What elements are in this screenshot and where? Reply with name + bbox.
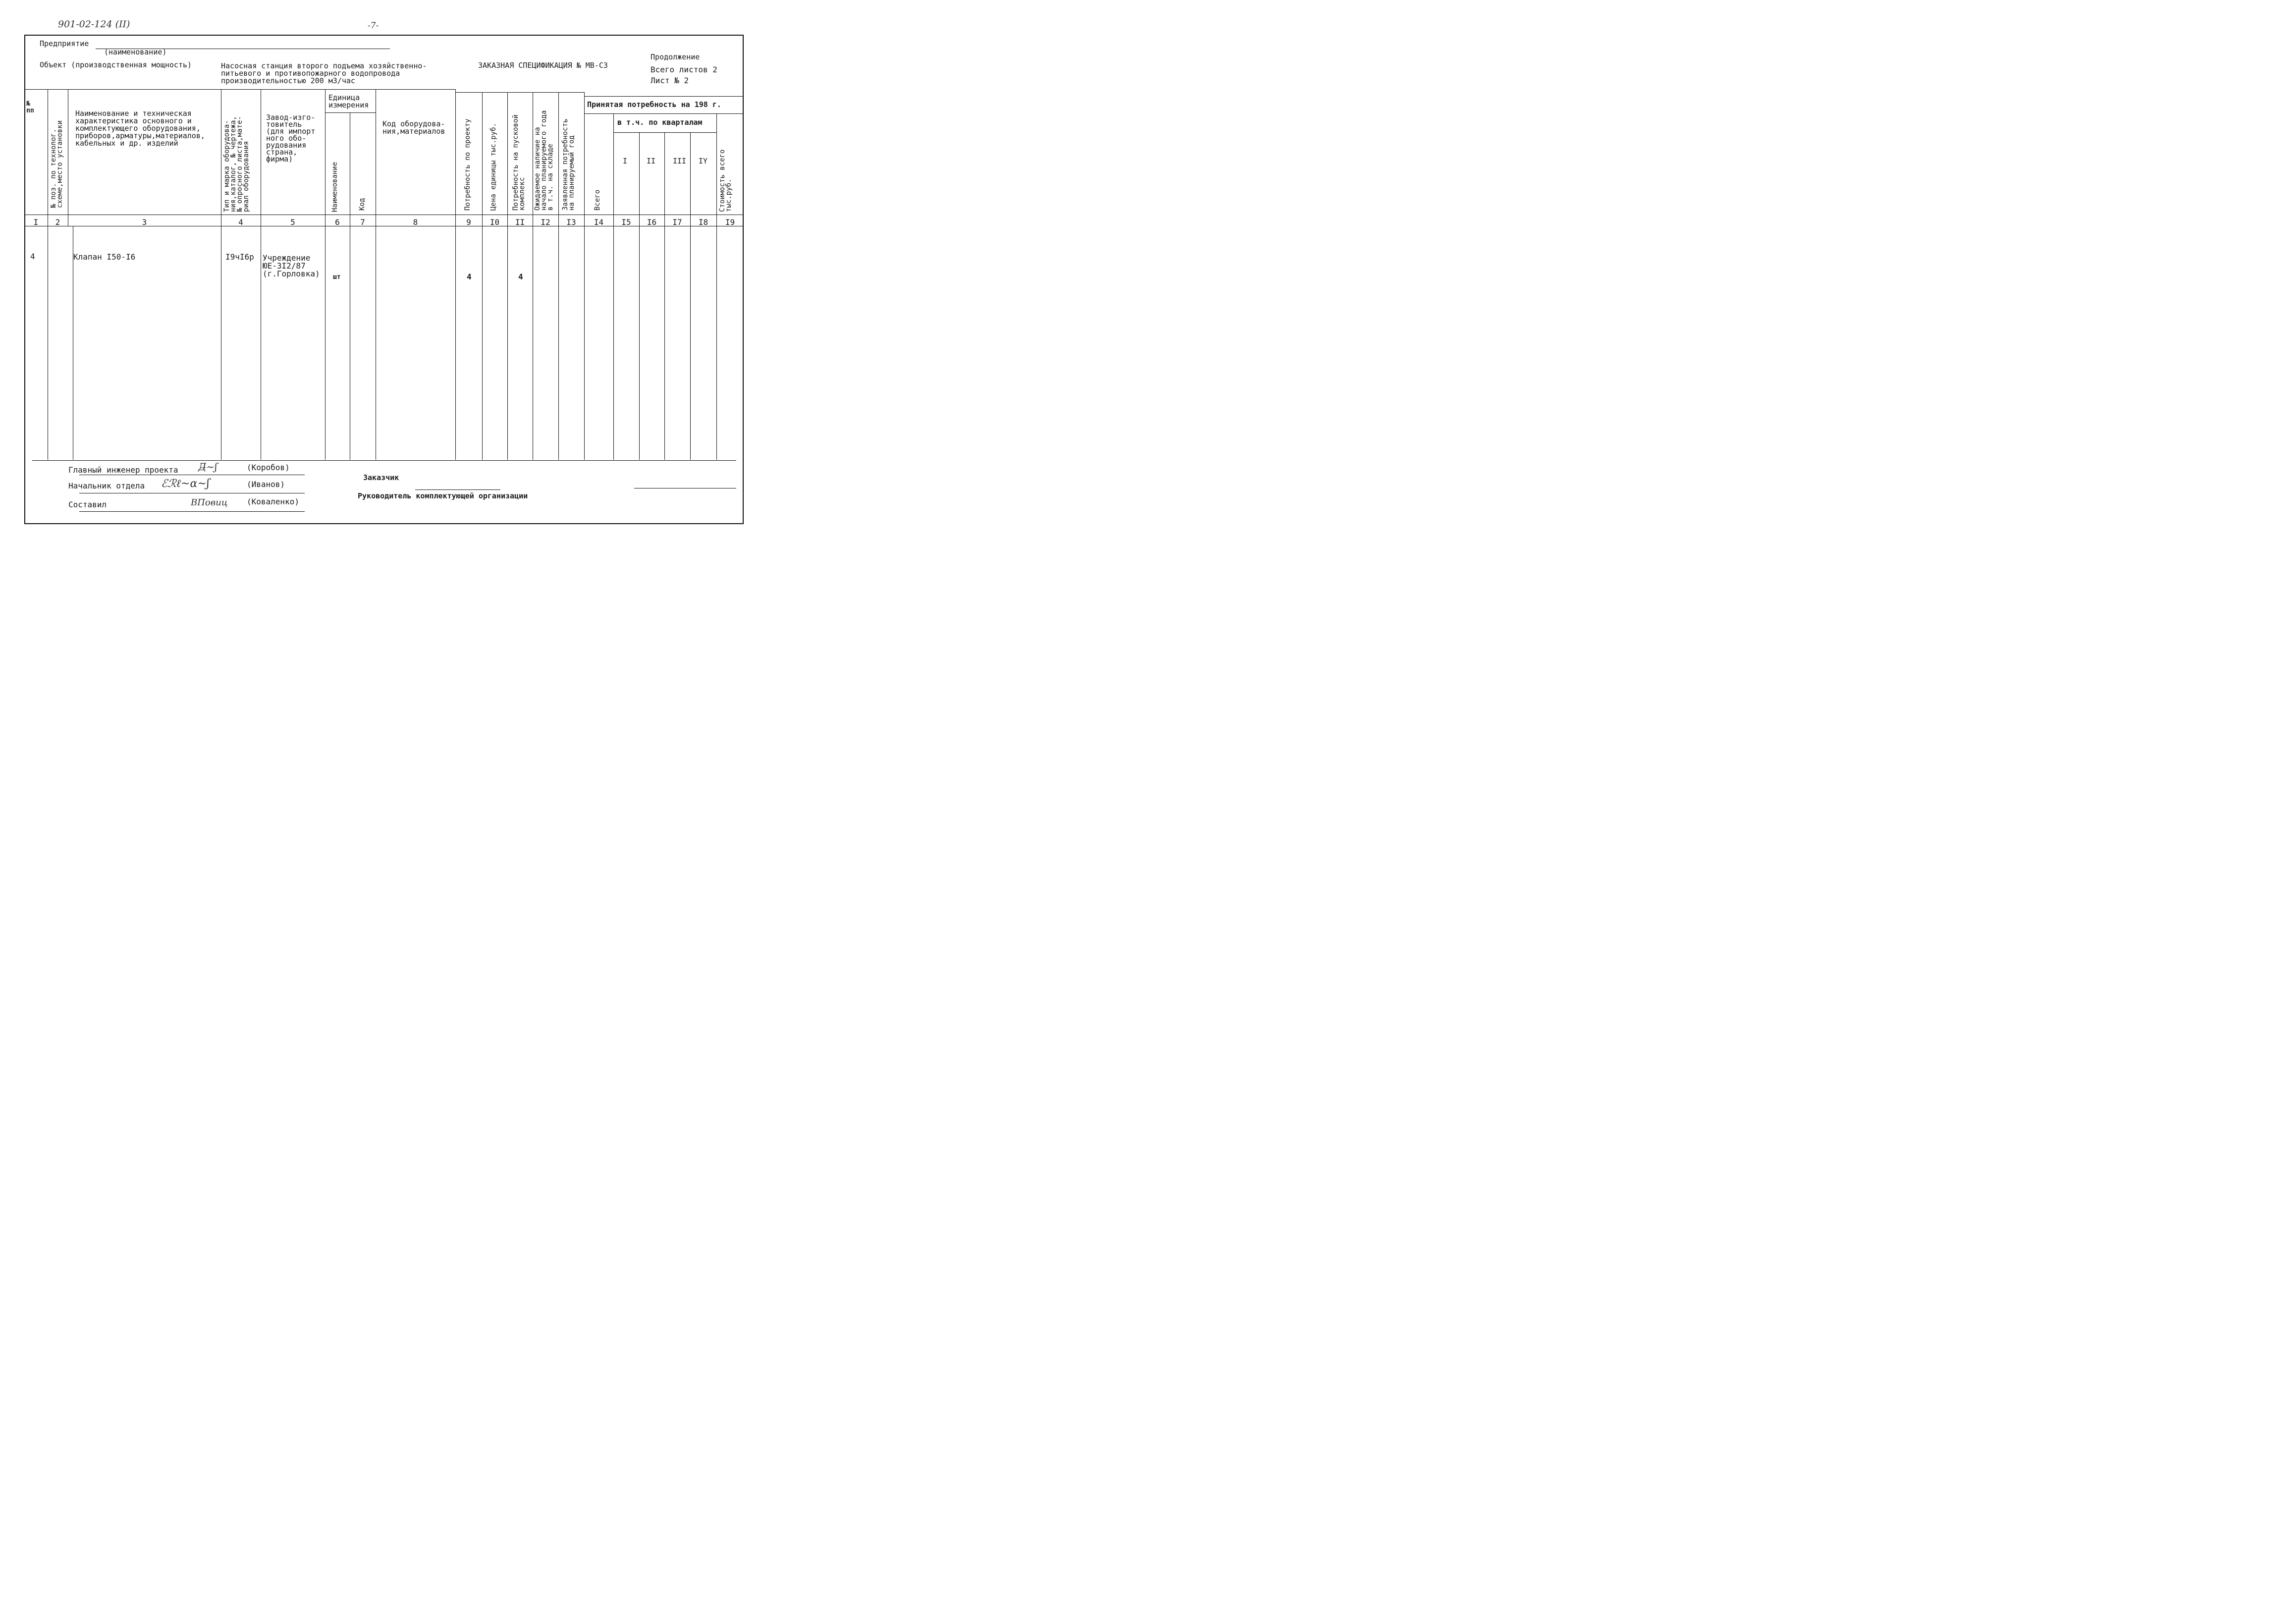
col-number: 8	[413, 217, 418, 227]
header-quarters-group: в т.ч. по кварталам	[617, 118, 703, 127]
row-item-name: Клапан I50-I6	[73, 252, 136, 262]
dept-head-name: (Иванов)	[247, 480, 285, 489]
header-accepted-group: Принятая потребность на 198 г.	[587, 100, 721, 109]
header-unit-price: Цена единицы тыс.руб.	[489, 122, 497, 211]
col-number: 6	[335, 217, 340, 227]
header-q1: I	[623, 157, 628, 165]
chief-engineer-label: Главный инженер проекта	[68, 465, 178, 475]
header-need-project: Потребность по проекту	[464, 118, 472, 211]
col-number: I9	[725, 217, 735, 227]
object-text: Насосная станция второго подъема хозяйственно- питьевого и противопожарного водопровода производительностью 200 м3/час	[221, 61, 427, 85]
dept-head-signature: ℰℛℓ~ɑ~ʃ	[161, 478, 210, 490]
object-label: Объект (производственная мощность)	[40, 60, 192, 69]
col-number: I7	[672, 217, 682, 227]
header-q4: IY	[699, 157, 708, 165]
compiled-signature: ВПовиц	[191, 497, 228, 508]
compiled-label: Составил	[68, 500, 107, 509]
header-declared-need: Заявленная потребность на планируемый год	[561, 118, 576, 211]
col-number: I0	[489, 217, 500, 227]
row-number: 4	[30, 252, 35, 261]
row-need-launch: 4	[518, 272, 523, 281]
col-number: I	[33, 217, 39, 227]
col-number: I3	[566, 217, 576, 227]
row-type: I9чI6р	[225, 252, 254, 262]
chief-engineer-signature: Д̶~ʃ	[198, 461, 218, 473]
spec-title: ЗАКАЗНАЯ СПЕЦИФИКАЦИЯ № МВ-СЗ	[478, 61, 608, 70]
row-manufacturer: Учреждение ЮЕ-3I2/87 (г.Горловка)	[263, 253, 320, 278]
header-unit-group: Единица измерения	[328, 93, 369, 109]
header-need-launch: Потребность на пусковой комплекс	[512, 114, 526, 211]
col-number: I4	[594, 217, 604, 227]
col-number: I2	[541, 217, 550, 227]
col-number: 2	[55, 217, 60, 227]
page-number: -7-	[368, 21, 379, 31]
customer-label: Заказчик	[363, 473, 399, 482]
col-number: 3	[142, 217, 147, 227]
header-q2: II	[647, 157, 656, 165]
header-unit-name: Наименование	[331, 162, 339, 212]
supplier-head-label: Руководитель комплектующей организации	[358, 491, 528, 500]
dept-head-label: Начальник отдела	[68, 481, 145, 490]
header-cost-total: Стоимость всего тыс.руб.	[718, 149, 733, 212]
col-number: I5	[621, 217, 631, 227]
enterprise-label: Предприятие	[40, 39, 89, 48]
col-number: 9	[466, 217, 471, 227]
header-unit-code: Код	[358, 198, 366, 211]
header-name: Наименование и техническая характеристика основного и комплектующего оборудования, приборов,арматуры,материалов, кабельных и др. изделий	[75, 109, 205, 148]
header-manufacturer: Завод-изго- товитель (для импорт ного обо- рудования страна, фирма)	[266, 113, 316, 163]
document-code: 901-02-124 (II)	[58, 19, 130, 30]
header-total: Всего	[594, 189, 601, 211]
row-need-project: 4	[467, 272, 472, 281]
header-equipment-code: Код оборудова- ния,материалов	[382, 119, 445, 136]
col-number: I6	[647, 217, 657, 227]
chief-engineer-name: (Коробов)	[247, 463, 290, 472]
col-number: 7	[360, 217, 365, 227]
col-number: II	[515, 217, 525, 227]
header-q3: III	[673, 157, 687, 165]
header-row-number: № пп	[26, 100, 34, 114]
header-position: № поз. по технолог. схеме,место установки	[50, 120, 64, 208]
row-unit: шт	[333, 273, 341, 281]
col-number: 4	[238, 217, 243, 227]
header-type-brand: Тип и марка оборудова- ния,каталог, № чертежа, № опросного листа,мате- риал оборудования	[223, 116, 250, 212]
compiled-name: (Коваленко)	[247, 497, 299, 506]
col-number: 5	[290, 217, 295, 227]
header-expected-stock: Ожидаемое наличие на начало планируемого года в т.ч. на складе	[534, 110, 554, 211]
continuation-label: Продолжение	[651, 53, 700, 61]
col-number: I8	[698, 217, 708, 227]
total-sheets: Всего листов 2	[651, 65, 717, 74]
sheet-number: Лист № 2	[651, 76, 689, 85]
enterprise-hint: (наименование)	[104, 48, 167, 56]
